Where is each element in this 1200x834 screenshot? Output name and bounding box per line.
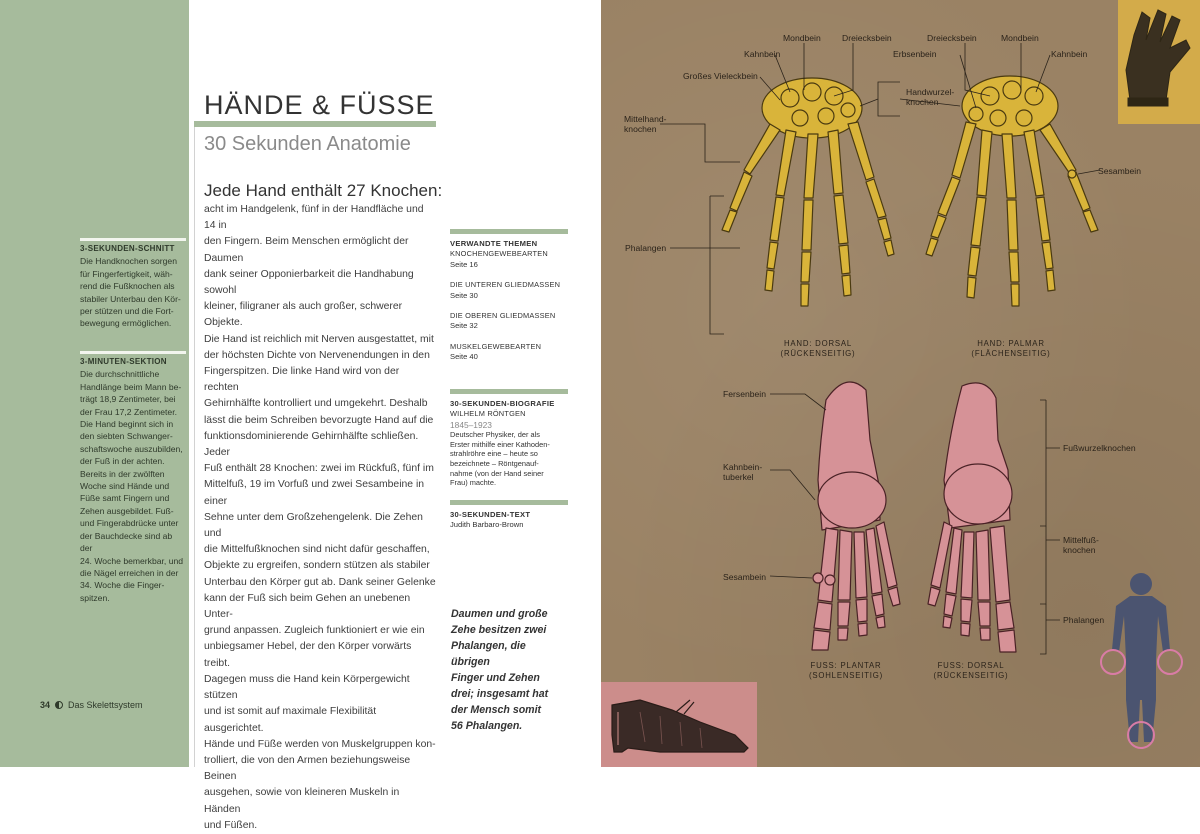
related-topic-title: MUSKELGEWEBEARTEN	[450, 341, 542, 351]
label-kahnbeintuberkel: Kahnbein- tuberkel	[723, 462, 763, 482]
label-kahnbein-left: Kahnbein	[744, 49, 781, 59]
biography-heading: 30-SEKUNDEN-BIOGRAFIE	[450, 399, 555, 408]
related-topic-page: Seite 40	[450, 352, 478, 362]
author-heading: 30-SEKUNDEN-TEXT	[450, 510, 531, 519]
related-topic-title: KNOCHENGEWEBEARTEN	[450, 249, 548, 259]
sidebar-body: Die Handknochen sorgen für Fingerfertigkeit, wäh- rend die Fußknochen als stabiler Unterbau den Kör- per stützen und die Fort- bewegung ermöglichen.	[80, 256, 181, 329]
caption-foot-dorsal: FUSS: DORSAL (RÜCKENSEITIG)	[933, 661, 1009, 680]
sidebar-body: Die durchschnittliche Handlänge beim Mann be- trägt 18,9 Zentimeter, bei der Frau 17,2 Zentimeter. Die Hand beginnt sich in den siebten Schwanger- schaftswoche auszubilden, der Fuß in der achten. Bereits in der zwölften Woche sind Hände und Füße samt Fingern und Zehen ausgebildet. Fuß- und Fingerabdrücke unter der Bauchdecke sind ab der 24. Woche bemerkbar, und die Nägel erreichen in der 34. Woche die Finger- spitzen.	[80, 369, 184, 603]
label-kahnbein-right: Kahnbein	[1051, 49, 1088, 59]
sidebar-heading: 3-SEKUNDEN-SCHNITT	[80, 244, 175, 253]
biography-text: Deutscher Physiker, der als Erster mithilfe einer Kathoden- strahlröhre eine – heute so bezeichnete – Röntgenauf- nahme (von der Hand seiner Frau) machte.	[450, 430, 550, 488]
label-handwurzelknochen: Handwurzel- knochen	[906, 87, 955, 107]
foot-plantar-illustration	[812, 382, 900, 650]
page-number: 34	[40, 700, 51, 710]
sidebar-heading: 3-MINUTEN-SEKTION	[80, 357, 167, 366]
label-fusswurzelknochen: Fußwurzelknochen	[1063, 443, 1136, 453]
label-fersenbein: Fersenbein	[723, 389, 766, 399]
related-heading: VERWANDTE THEMEN	[450, 239, 538, 248]
caption-hand-palmar: HAND: PALMAR (FLÄCHENSEITIG)	[971, 339, 1051, 358]
label-grosses-vieleckbein: Großes Vieleckbein	[683, 71, 758, 81]
related-topic-title: DIE OBEREN GLIEDMASSEN	[450, 311, 556, 321]
page-subtitle: 30 Sekunden Anatomie	[204, 133, 411, 155]
label-mittelhandknochen: Mittelhand- knochen	[624, 114, 667, 134]
label-phalangen-foot: Phalangen	[1063, 615, 1105, 625]
biography-name: WILHELM RÖNTGEN	[450, 409, 526, 419]
human-figure-icon	[1112, 573, 1170, 742]
label-sesambein-hand: Sesambein	[1098, 166, 1141, 176]
foot-dorsal-illustration	[928, 383, 1016, 652]
pull-quote: Daumen und große Zehe besitzen zwei Phalangen, die übrigen Finger und Zehen drei; insgesamt hat der Mensch somit 56 Phalangen.	[451, 608, 549, 732]
label-mondbein-left: Mondbein	[783, 33, 821, 43]
related-topic-page: Seite 16	[450, 259, 478, 269]
section-name: Das Skelettsystem	[68, 700, 143, 710]
label-dreiecksbein-right: Dreiecksbein	[927, 33, 977, 43]
hand-dorsal-illustration	[722, 78, 894, 306]
label-phalangen-hand: Phalangen	[625, 243, 667, 253]
label-dreiecksbein-left: Dreiecksbein	[842, 33, 892, 43]
label-sesambein-foot: Sesambein	[723, 572, 766, 582]
caption-foot-plantar: FUSS: PLANTAR (SOHLENSEITIG)	[808, 661, 884, 680]
related-topic-title: DIE UNTEREN GLIEDMASSEN	[450, 280, 561, 290]
label-mittelfussknochen: Mittelfuß- knochen	[1063, 535, 1099, 555]
caption-hand-dorsal: HAND: DORSAL (RÜCKENSEITIG)	[780, 339, 856, 358]
shoe-icon	[612, 700, 748, 752]
page-title: HÄNDE & FÜSSE	[204, 90, 435, 120]
lead-sentence: Jede Hand enthält 27 Knochen:	[204, 181, 443, 200]
hand-palmar-illustration	[926, 76, 1098, 306]
author-name: Judith Barbaro-Brown	[450, 520, 524, 530]
label-erbsenbein: Erbsenbein	[893, 49, 937, 59]
related-topic-page: Seite 30	[450, 290, 478, 300]
label-mondbein-right: Mondbein	[1001, 33, 1039, 43]
related-topic-page: Seite 32	[450, 321, 478, 331]
biography-dates: 1845–1923	[450, 419, 492, 430]
body-text: acht im Handgelenk, fünf in der Handfläche und 14 in den Fingern. Beim Menschen ermöglicht der Daumen dank seiner Opponierbarkeit die Handhabung sowohl kleiner, filigraner als auch großer, schwerer Objekte. Die Hand ist reichlich mit Nerven ausgestattet, mit der höchsten Dichte von Nervenendungen in den Fingerspitzen. Die linke Hand wird von der rechten Gehirnhälfte kontrolliert und umgekehrt. Deshalb lässt die beim Schreiben bevorzugte Hand auf die funktionsdominierende Gehirnhälfte schließen. Jeder Fuß enthält 28 Knochen: zwei im Rückfuß, fünf im Mittelfuß, 19 im Vorfuß und zwei Sesambeine in einer Sehne unter dem Großzehengelenk. Die Zehen und die Mittelfußknochen sind nicht dafür geschaffen, Objekte zu ergreifen, sondern stützen als stabiler Unterbau den Körper gut ab. Dank seiner Gelenke kann der Fuß sich beim Gehen an unebenen Unter- grund anpassen. Zugleich funktioniert er wie ein unbiegsamer Hebel, der den Körper vorwärts treibt. Dagegen muss die Hand kein Körpergewicht stützen und ist somit auf maximale Flexibilität ausgerichtet. Hände und Füße werden von Muskelgruppen kon- trolliert, die von den Armen beziehungsweise Beinen ausgehen, sowie von kleineren Muskeln in Händen und Füßen.	[204, 204, 436, 831]
glove-icon	[1126, 10, 1190, 106]
